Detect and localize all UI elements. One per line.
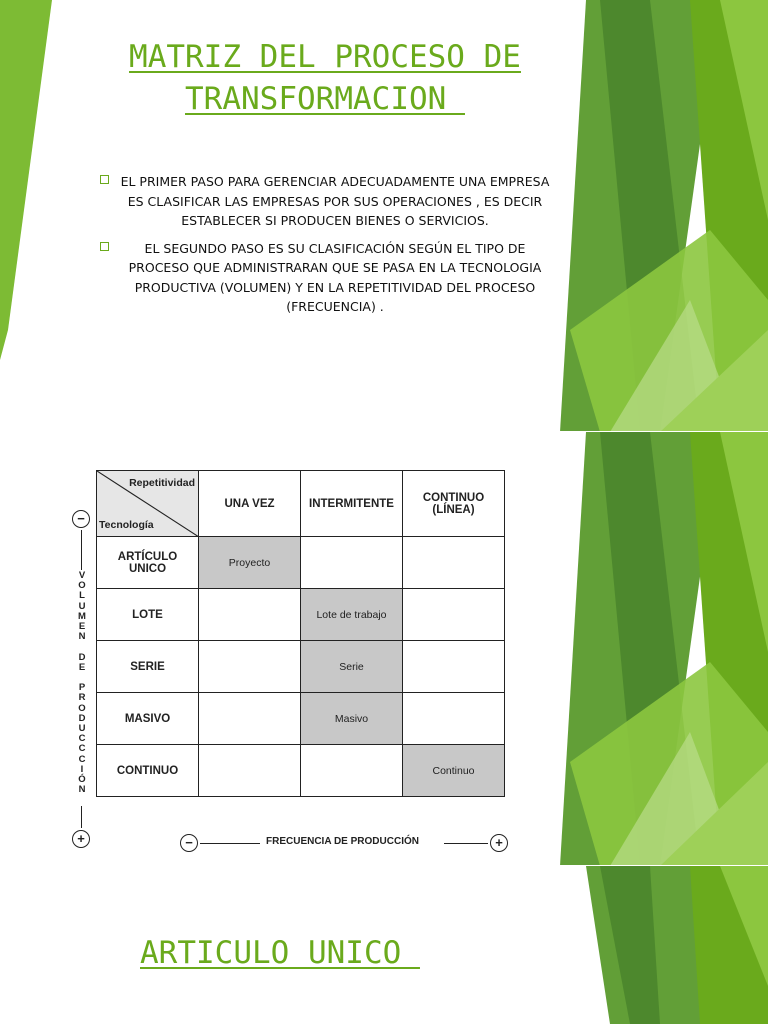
matrix-cell xyxy=(199,745,301,797)
volume-label-letter: U xyxy=(78,723,86,735)
volume-label-letter: N xyxy=(78,631,86,643)
volume-arrow-line xyxy=(81,530,82,570)
column-header: CONTINUO (LÍNEA) xyxy=(403,471,505,537)
volume-label-letter: E xyxy=(78,661,86,673)
square-bullet-icon xyxy=(100,175,109,184)
volume-label-letter: O xyxy=(78,580,86,592)
matrix-cell xyxy=(301,537,403,589)
volume-label-letter: Ó xyxy=(78,774,86,786)
volume-label-letter: I xyxy=(80,763,84,775)
bullet-item xyxy=(98,172,552,231)
matrix-cell: Lote de trabajo xyxy=(301,589,403,641)
volume-label-letter: U xyxy=(78,600,86,612)
plus-circle-frequency: + xyxy=(490,834,508,852)
volume-label-letter: O xyxy=(78,702,86,714)
volume-label-letter: C xyxy=(78,743,86,755)
volume-arrow-line xyxy=(81,806,82,828)
volume-label-letter: D xyxy=(78,712,86,724)
slide-3 xyxy=(0,866,768,1024)
row-header: CONTINUO xyxy=(97,745,199,797)
minus-circle-frequency: − xyxy=(180,834,198,852)
column-header: INTERMITENTE xyxy=(301,471,403,537)
matrix-cell xyxy=(403,693,505,745)
plus-circle-volume: + xyxy=(72,830,90,848)
title-line-2: TRANSFORMACION xyxy=(185,81,465,117)
volume-label-letter: C xyxy=(78,733,86,745)
bullet-text: EL PRIMER PASO PARA GERENCIAR ADECUADAMENTE UNA EMPRESA ES CLASIFICAR LAS EMPRESAS POR SUS OPERACIONES , ES DECIR ESTABLECER SI PRODUCEN BIENES O SERVICIOS. xyxy=(120,174,550,228)
title-line-1: MATRIZ DEL PROCESO DE xyxy=(129,39,521,75)
row-header: SERIE xyxy=(97,641,199,693)
row-header: LOTE xyxy=(97,589,199,641)
matrix-cell: Proyecto xyxy=(199,537,301,589)
matrix-cell xyxy=(403,537,505,589)
matrix-cell: Serie xyxy=(301,641,403,693)
matrix-cell xyxy=(403,641,505,693)
matrix-table xyxy=(96,470,505,797)
square-bullet-icon xyxy=(100,242,109,251)
bullet-list xyxy=(98,172,552,325)
matrix-cell xyxy=(301,745,403,797)
tecnologia-label: Tecnología xyxy=(99,519,154,531)
frequency-arrow-line xyxy=(444,843,488,844)
matrix-cell xyxy=(403,589,505,641)
bullet-item xyxy=(98,239,552,317)
repetitividad-label: Repetitividad xyxy=(129,477,195,489)
frequency-label: FRECUENCIA DE PRODUCCIÓN xyxy=(266,836,419,847)
matrix-cell: Masivo xyxy=(301,693,403,745)
volume-label-letter: P xyxy=(78,682,86,694)
volume-label-letter: C xyxy=(78,753,86,765)
volume-label-letter: D xyxy=(78,651,86,663)
volume-label-letter: M xyxy=(78,610,86,622)
process-matrix xyxy=(64,466,520,850)
matrix-cell xyxy=(199,641,301,693)
slide-2 xyxy=(0,432,768,866)
matrix-cell xyxy=(199,589,301,641)
slide-1 xyxy=(0,0,768,432)
bullet-text: EL SEGUNDO PASO ES SU CLASIFICACIÓN SEGÚN EL TIPO DE PROCESO QUE ADMINISTRARAN QUE SE PASA EN LA TECNOLOGIA PRODUCTIVA (VOLUMEN) Y EN LA REPETITIVIDAD DEL PROCESO (FRECUENCIA) . xyxy=(128,240,542,314)
matrix-corner-cell xyxy=(97,471,199,537)
volume-label-letter: L xyxy=(79,590,85,602)
volume-label-letter: E xyxy=(78,621,86,633)
row-header: ARTÍCULO UNICO xyxy=(97,537,199,589)
frequency-arrow-line xyxy=(200,843,260,844)
matrix-cell: Continuo xyxy=(403,745,505,797)
row-header: MASIVO xyxy=(97,693,199,745)
volume-label-letter: R xyxy=(78,692,86,704)
matrix-cell xyxy=(199,693,301,745)
volume-label-letter: N xyxy=(78,784,86,796)
slide-title xyxy=(100,36,550,120)
volume-label-letter: V xyxy=(78,570,86,581)
minus-circle-volume: − xyxy=(72,510,90,528)
slide-title: ARTICULO UNICO xyxy=(140,935,420,971)
volume-label xyxy=(74,571,90,795)
column-header: UNA VEZ xyxy=(199,471,301,537)
